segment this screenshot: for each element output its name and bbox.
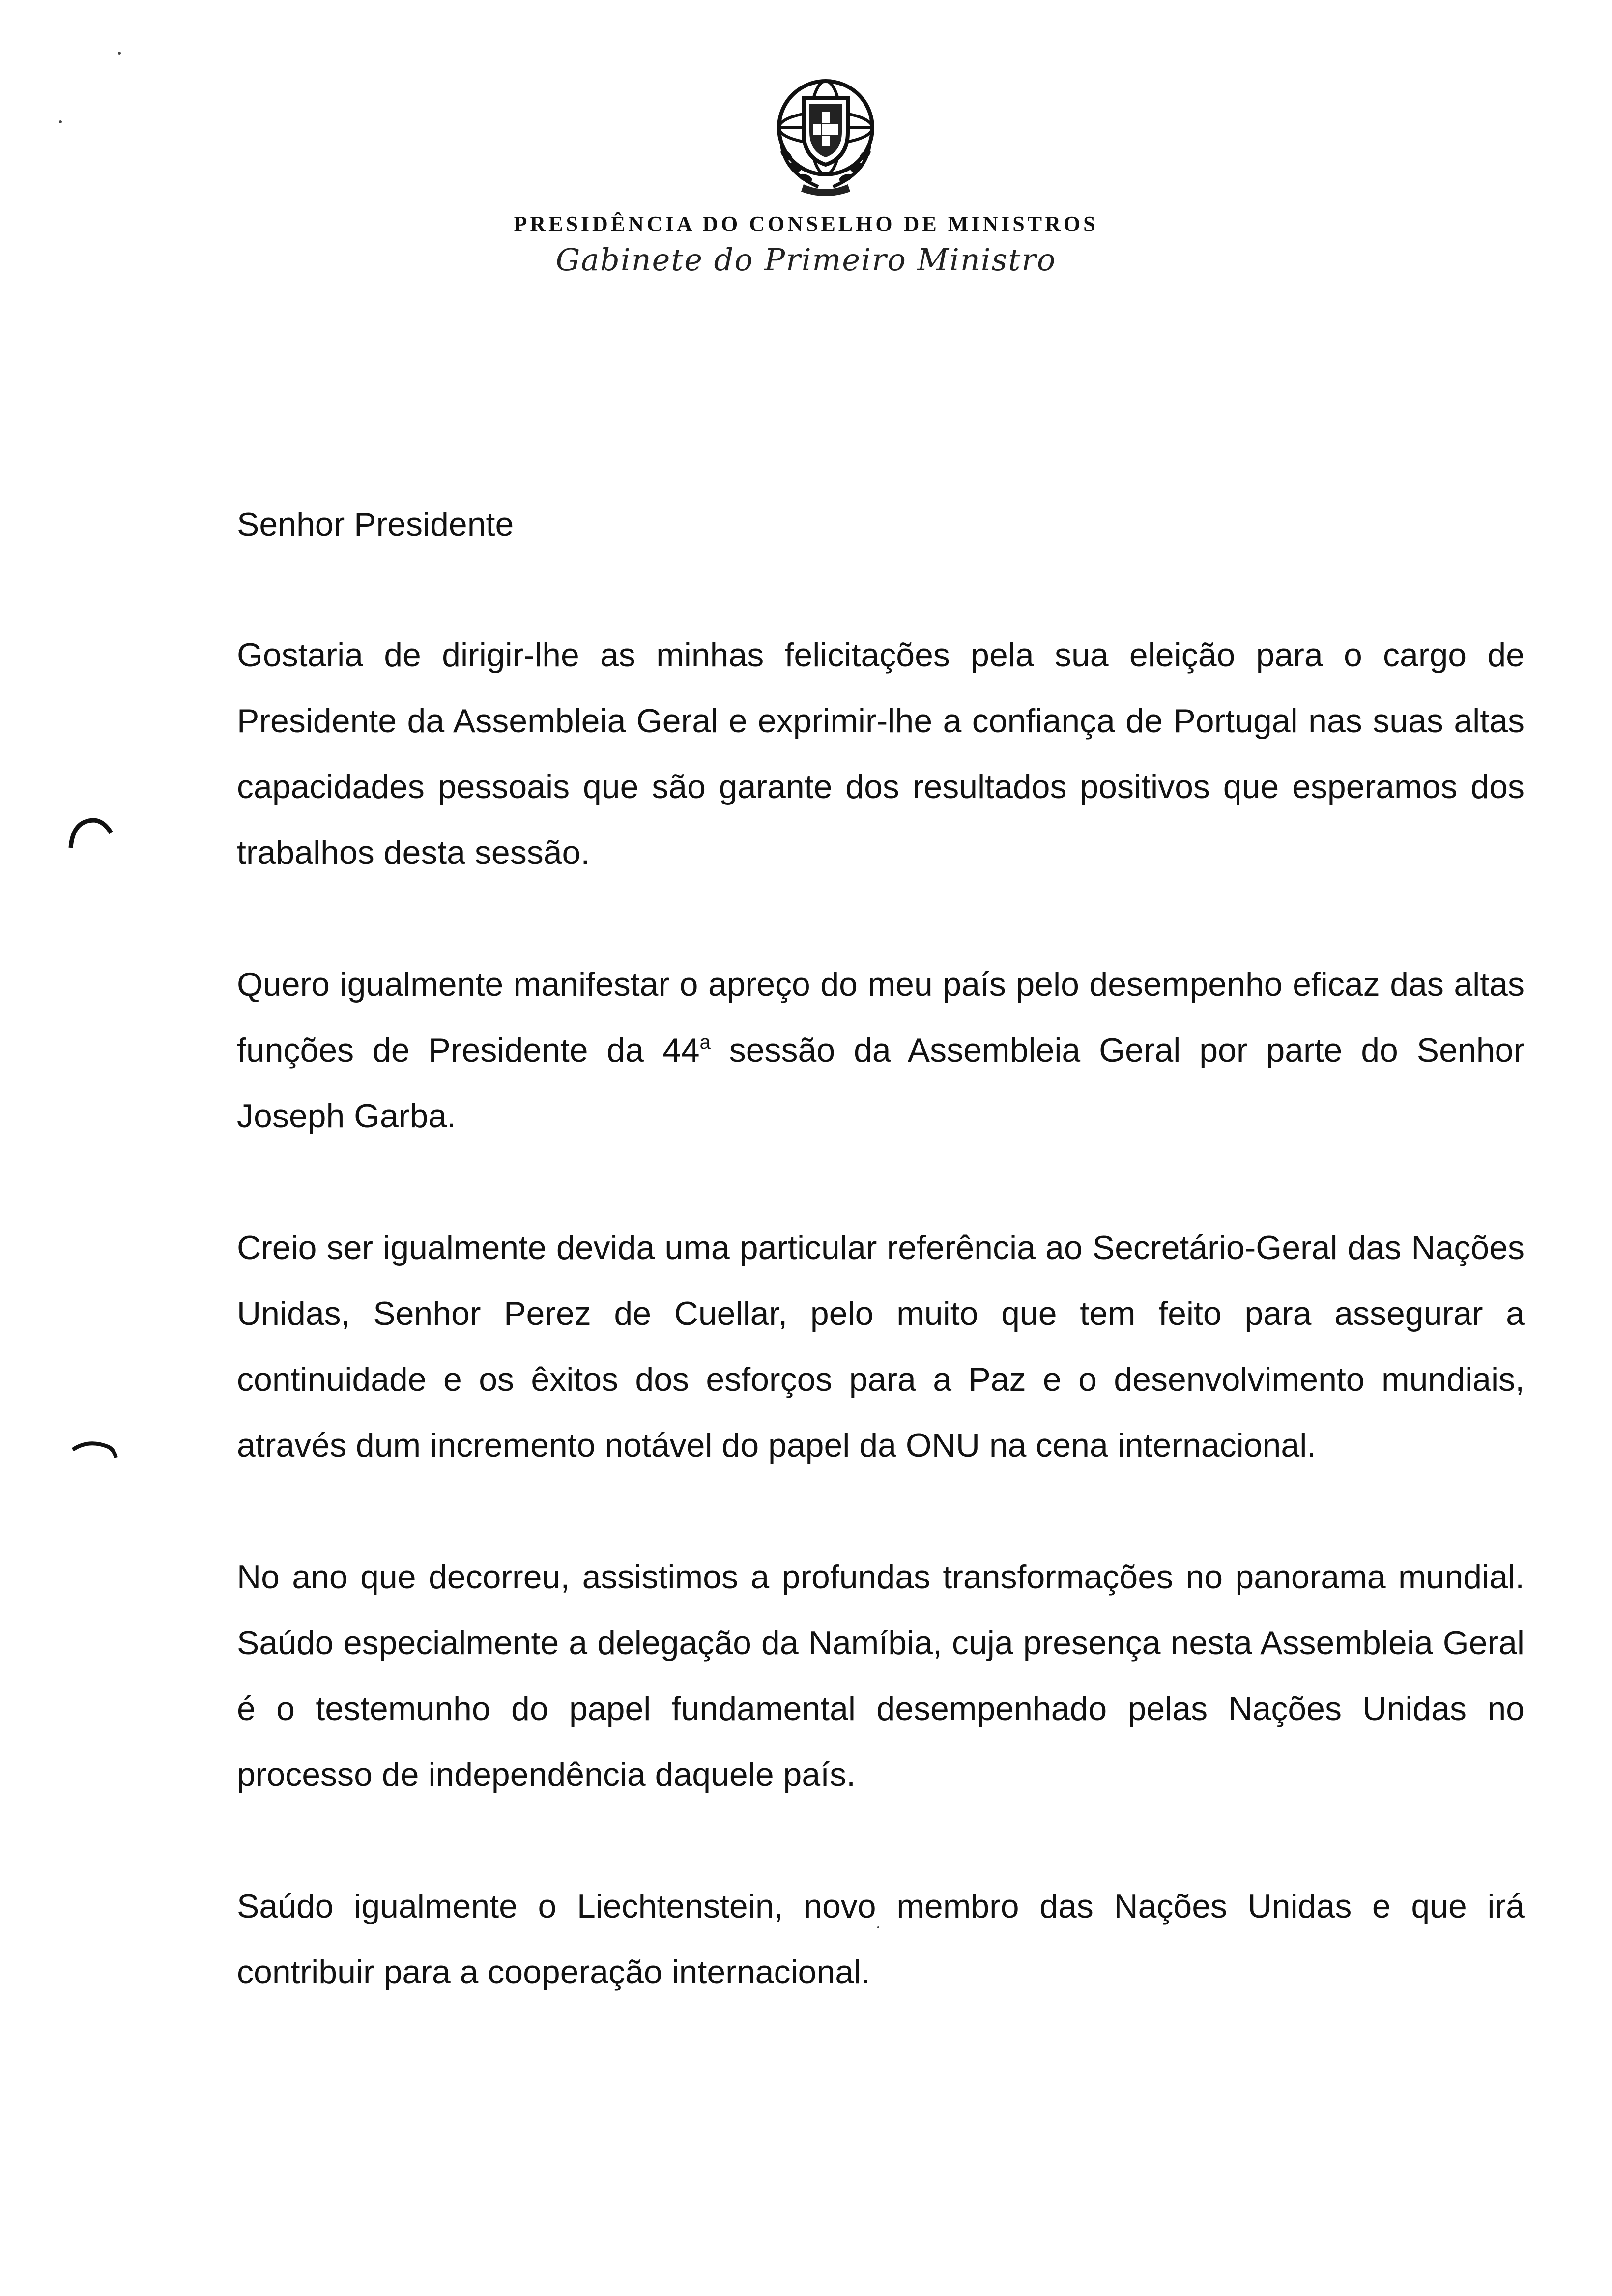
scan-speck-1 xyxy=(118,52,121,55)
margin-mark-upper xyxy=(64,813,118,853)
paragraph-4: No ano que decorreu, assistimos a profundas transformações no panorama mundial. Saúdo especialmente a delegação da Namíbia, cuja presença nesta Assembleia Geral é o testemunho do papel fundamental desempenhado pelas Nações Unidas no processo de independência daquele país. xyxy=(237,1558,1525,1793)
cabinet-name: Gabinete do Primeiro Ministro xyxy=(555,242,1057,278)
salutation: Senhor Presidente xyxy=(237,506,514,543)
paragraph-5: Saúdo igualmente o Liechtenstein, novo membro das Nações Unidas e que irá contribuir para a cooperação internacional. xyxy=(237,1888,1525,1991)
paragraph-3: Creio ser igualmente devida uma particular referência ao Secretário-Geral das Nações Unidas, Senhor Perez de Cuellar, pelo muito que tem feito para assegurar a continuidade e os êxitos dos esforços para a Paz e o desenvolvimento mundiais, através dum incremento notável do papel da ONU na cena internacional. xyxy=(237,1229,1525,1464)
paragraph-2-text-b: sessão da Assembleia Geral por parte do Senhor Joseph Garba. xyxy=(237,1032,1525,1135)
office-name: PRESIDÊNCIA DO CONSELHO DE MINISTROS xyxy=(514,212,1098,236)
scan-speck-3 xyxy=(877,1926,879,1928)
paragraph-2 xyxy=(237,951,1525,1149)
scan-speck-2 xyxy=(59,120,62,123)
margin-mark-lower xyxy=(69,1435,123,1464)
letter-body xyxy=(237,491,1525,2071)
portuguese-coat-of-arms-icon xyxy=(764,69,887,197)
paragraph-1: Gostaria de dirigir-lhe as minhas felicitações pela sua eleição para o cargo de Presidente da Assembleia Geral e exprimir-lhe a confiança de Portugal nas suas altas capacidades pessoais que são garante dos resultados positivos que esperamos dos trabalhos desta sessão. xyxy=(237,636,1525,871)
ordinal-superscript: a xyxy=(699,1032,711,1053)
paragraph-2-text-a: Quero igualmente manifestar o apreço do meu país pelo desempenho eficaz das altas funções de Presidente da 44 xyxy=(237,966,1525,1069)
